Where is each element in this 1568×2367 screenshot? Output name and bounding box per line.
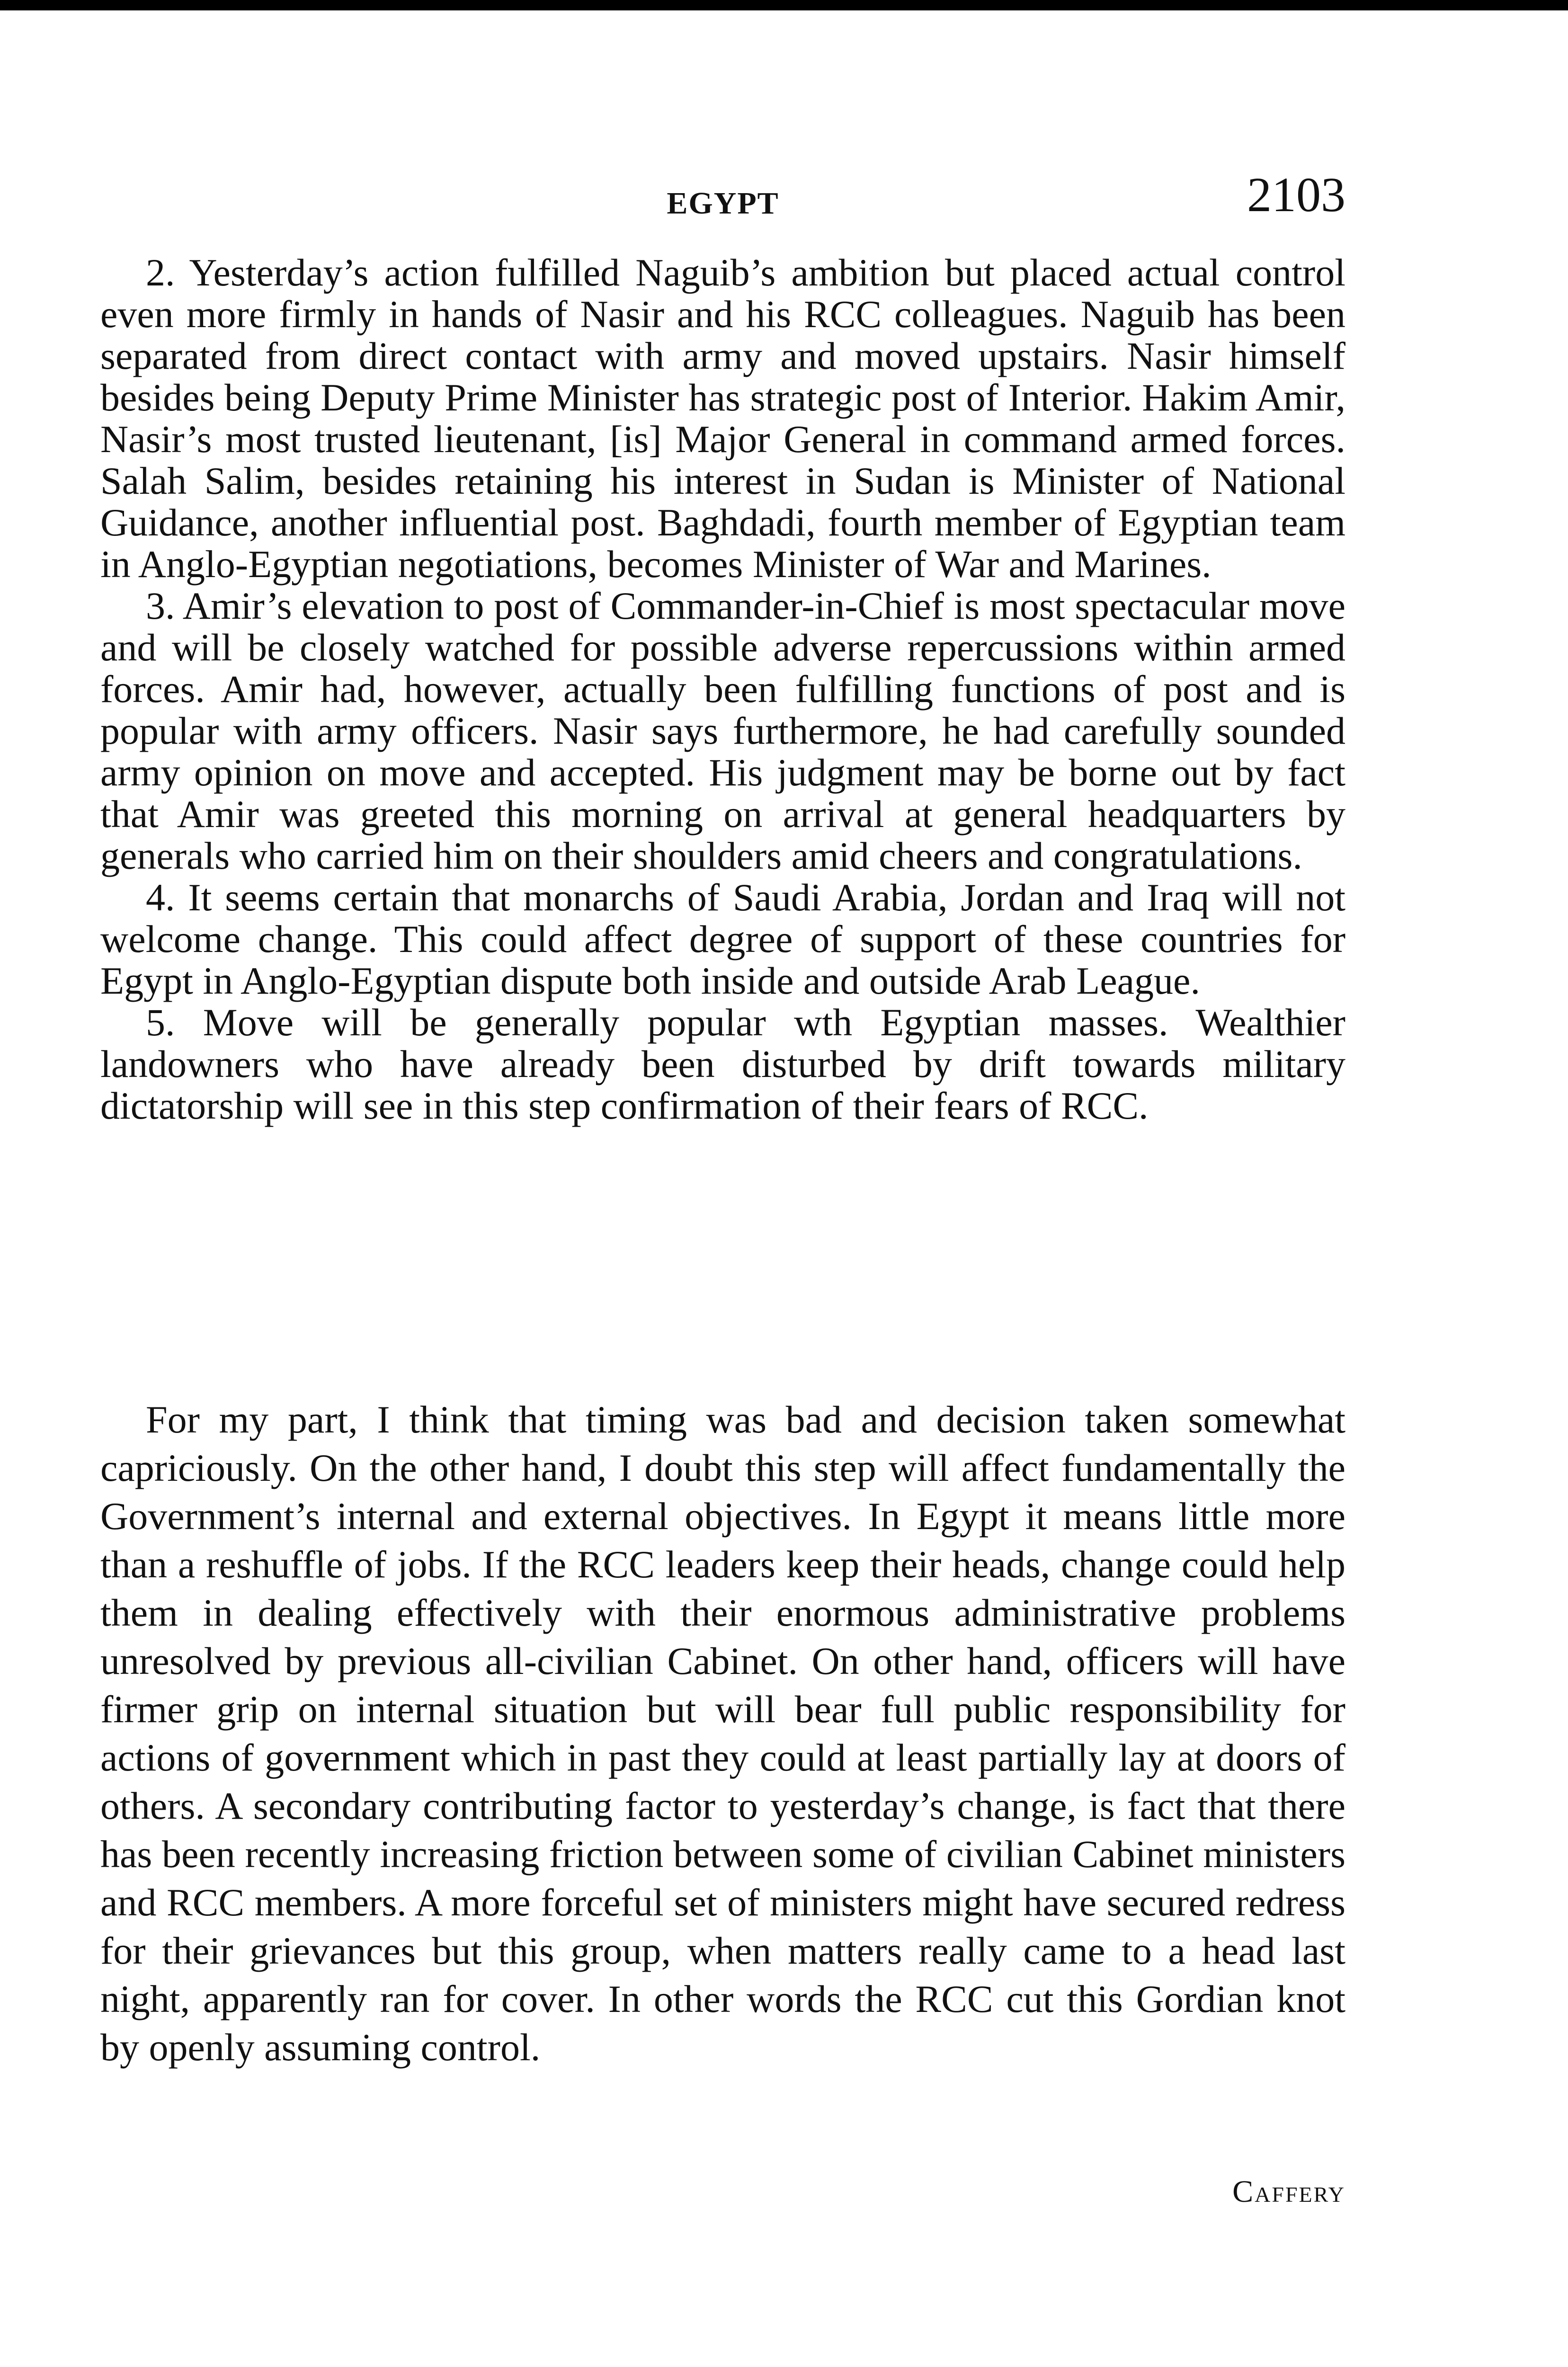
page-header <box>100 170 1345 222</box>
commentary-text-block <box>100 1396 1345 2072</box>
page-number: 2103 <box>1247 168 1345 222</box>
cable-text-block <box>100 252 1345 1127</box>
cable-paragraph-3: 3. Amir’s elevation to post of Commander-in-Chief is most spectacular move and will be closely watched for possible adverse repercussions within armed forces. Amir had, however, actually been fulfilling functions of post and is popular with army officers. Nasir says furthermore, he had carefully sounded army opinion on move and accepted. His judgment may be borne out by fact that Amir was greeted this morning on arrival at general headquarters by generals who carried him on their shoulders amid cheers and congratulations. <box>100 584 1345 877</box>
cable-paragraph-5: 5. Move will be generally popular wth Egyptian masses. Wealthier landowners who have already been disturbed by drift towards military dictatorship will see in this step confirmation of their fears of RCC. <box>100 1001 1345 1127</box>
cable-paragraph-4: 4. It seems certain that monarchs of Saudi Arabia, Jordan and Iraq will not welcome change. This could affect degree of support of these countries for Egypt in Anglo-Egyptian dispute both inside and outside Arab League. <box>100 876 1345 1002</box>
cable-paragraph-2: 2. Yesterday’s action fulfilled Naguib’s ambition but placed actual control even more firmly in hands of Nasir and his RCC colleagues. Naguib has been separated from direct contact with army and moved upstairs. Nasir himself besides being Deputy Prime Minister has strategic post of Interior. Hakim Amir, Nasir’s most trusted lieutenant, [is] Major General in command armed forces. Salah Salim, besides retaining his interest in Sudan is Minister of National Guidance, another influential post. Baghdadi, fourth member of Egyptian team in Anglo-Egyptian negotiations, becomes Minister of War and Marines. <box>100 251 1345 586</box>
running-head: EGYPT <box>667 186 779 221</box>
commentary-paragraph: For my part, I think that timing was bad and decision taken somewhat capriciously. On the other hand, I doubt this step will affect fundamentally the Government’s internal and external objectives. In Egypt it means little more than a reshuffle of jobs. If the RCC leaders keep their heads, change could help them in dealing effectively with their enormous administrative problems unresolved by previous all-civilian Cabinet. On other hand, officers will have firmer grip on internal situation but will bear full public responsibility for actions of government which in past they could at least partially lay at doors of others. A secondary contributing factor to yesterday’s change, is fact that there has been recently increasing friction between some of civilian Cabinet ministers and RCC members. A more forceful set of ministers might have secured redress for their grievances but this group, when matters really came to a head last night, apparently ran for cover. In other words the RCC cut this Gordian knot by openly assuming control. <box>100 1398 1345 2069</box>
top-border-rule <box>0 0 1568 10</box>
signature: Caffery <box>1232 2174 1345 2209</box>
